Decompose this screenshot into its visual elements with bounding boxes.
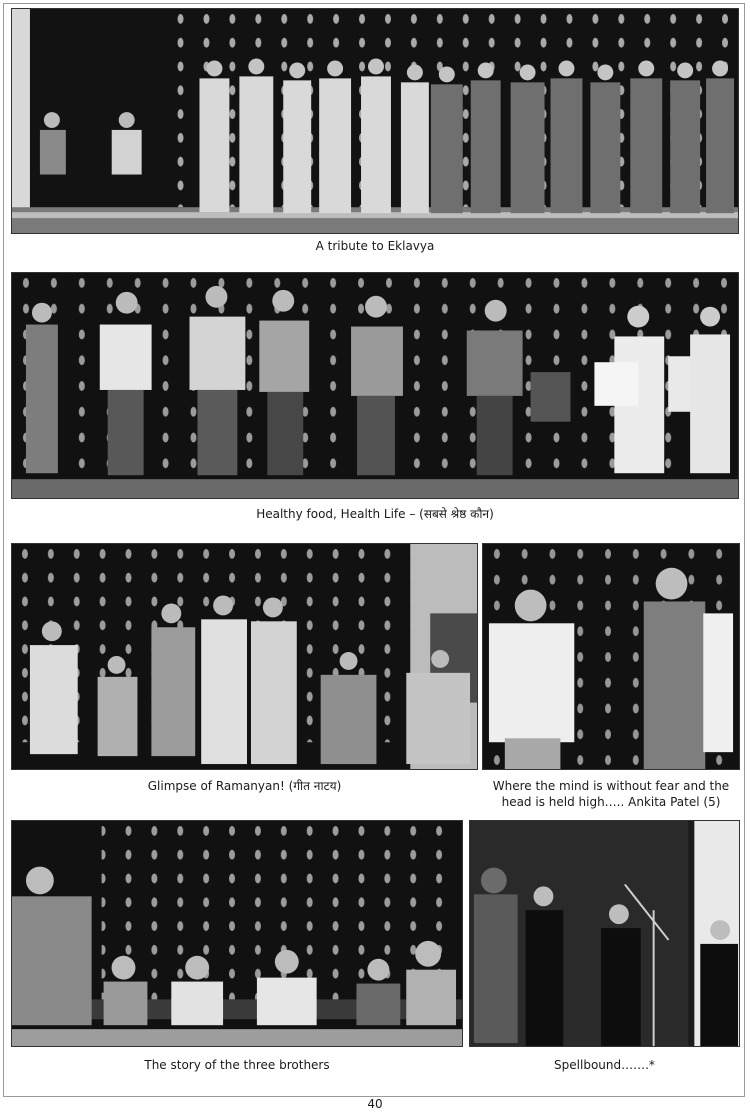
caption-tribute-to-eklavya: A tribute to Eklavya [315,239,435,253]
caption-spellbound: Spellbound…….* [554,1058,655,1072]
photo-healthy-food [11,272,739,499]
caption-ankita-patel [482,778,740,810]
photo-tribute-to-eklavya [11,8,739,234]
photo-glimpse-of-ramanyan [11,543,478,770]
caption-healthy-food: Healthy food, Health Life – (सबसे श्रेष्ठ कौन) [256,507,494,521]
photo-three-brothers [11,820,463,1047]
photo-spellbound [469,820,740,1047]
caption-glimpse-of-ramanyan: Glimpse of Ramanyan! (गीत नाटय) [147,779,342,793]
page-number: 40 [367,1097,383,1111]
caption-ankita-line2: head is held high….. Ankita Patel (5) [501,795,721,809]
caption-ankita-line1: Where the mind is without fear and the [492,779,730,793]
caption-three-brothers: The story of the three brothers [144,1058,330,1072]
photo-ankita-patel [482,543,740,770]
